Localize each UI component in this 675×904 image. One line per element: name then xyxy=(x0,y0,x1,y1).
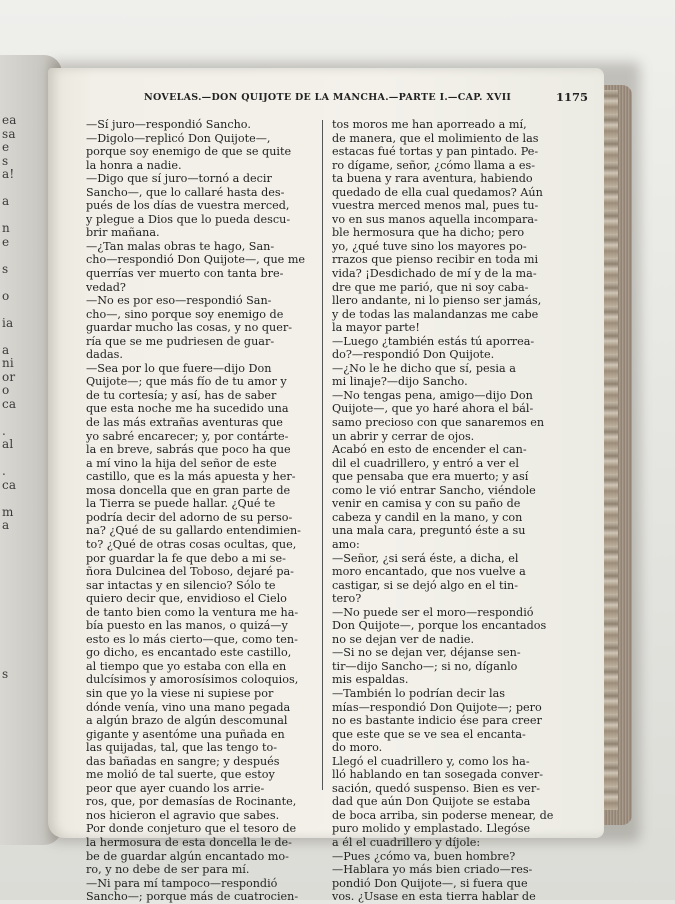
text-line: sar intactas y en silencio? Sólo te xyxy=(86,578,276,592)
text-line: una mala cara, preguntó éste a su xyxy=(332,524,526,538)
text-line: ros, que, por demasías de Rocinante, xyxy=(86,795,297,809)
text-line: que este que se ve sea el encanta- xyxy=(332,727,526,741)
text-line: de manera, que el molimiento de las xyxy=(332,131,539,145)
text-line: tir—dijo Sancho—; si no, díganlo xyxy=(332,659,518,673)
text-line: sin que yo la viese ni supiese por xyxy=(86,686,274,700)
text-line: —No es por eso—respondió San- xyxy=(86,294,272,308)
text-line: cho—respondió Don Quijote—, que me xyxy=(86,253,306,267)
text-line: moro encantado, que nos vuelve a xyxy=(332,565,526,579)
left-page-text-fragment: m xyxy=(2,504,14,519)
text-line: llero andante, ni lo pienso ser jamás, xyxy=(332,294,542,308)
text-line: estacas fué tortas y pan pintado. Pe- xyxy=(332,145,539,159)
text-line: dad que aún Don Quijote se estaba xyxy=(332,795,531,809)
left-page-text-fragment: a xyxy=(2,194,10,208)
text-line: de las más extrañas aventuras que xyxy=(86,416,283,430)
text-line: do moro. xyxy=(332,741,383,755)
text-line: amo: xyxy=(332,537,360,551)
text-line: dil el cuadrillero, y entró a ver el xyxy=(332,456,519,470)
text-line: a mí vino la hija del señor de este xyxy=(86,456,277,470)
text-line: Por donde conjeturo que el tesoro de xyxy=(86,822,297,836)
text-line: nos hicieron el agravio que sabes. xyxy=(86,808,280,822)
text-line: bía puesto en las manos, o quizá—y xyxy=(86,619,288,633)
text-line: Sancho—, que lo callaré hasta des- xyxy=(86,185,285,199)
text-line: y de todas las malandanzas me cabe xyxy=(332,307,539,321)
left-page-text-fragment: e xyxy=(2,234,10,249)
text-line: mías—respondió Don Quijote—; pero xyxy=(332,700,542,714)
left-page-text-fragment: s xyxy=(2,153,9,168)
text-line: Sancho—; porque más de cuatrocien- xyxy=(86,890,299,904)
text-line: dónde venía, vino una mano pegada xyxy=(86,700,291,714)
text-line: no se dejan ver de nadie. xyxy=(332,632,475,646)
text-line: castillo, que es la más apuesta y her- xyxy=(86,470,296,484)
text-line: que esta noche me ha sucedido una xyxy=(86,402,289,416)
text-line: —Sea por lo que fuere—dijo Don xyxy=(86,361,272,375)
text-line: y plegue a Dios que lo pueda descu- xyxy=(86,212,291,226)
left-page-text-fragment: n xyxy=(2,221,10,235)
left-page-text-fragment: al xyxy=(2,437,14,451)
text-line: esto es lo más cierto—que, como ten- xyxy=(86,632,298,646)
text-line: samo precioso con que sanaremos en xyxy=(332,416,545,430)
text-line: Quijote—; que más fío de tu amor y xyxy=(86,375,287,389)
text-line: al tiempo que yo estaba con ella en xyxy=(86,659,287,673)
text-line: —Luego ¿también estás tú aporrea- xyxy=(332,334,535,348)
text-line: pondió Don Quijote—, si fuera que xyxy=(332,876,528,890)
text-line: a algún brazo de algún descomunal xyxy=(86,714,288,728)
text-line: me molió de tal suerte, que estoy xyxy=(86,768,275,782)
text-line: ñora Dulcinea del Toboso, dejaré pa- xyxy=(86,565,294,579)
text-line: pués de los días de vuestra merced, xyxy=(86,199,290,213)
text-line: ro dígame, señor, ¿cómo llama a es- xyxy=(332,158,536,172)
text-line: do?—respondió Don Quijote. xyxy=(332,348,495,362)
text-line: por guardar la fe que debo a mi se- xyxy=(86,551,286,565)
text-line: rrazos que pienso recibir en toda mi xyxy=(332,253,539,267)
left-page-text-fragment: o xyxy=(2,383,10,397)
text-line: Acabó en esto de encender el can- xyxy=(332,443,527,457)
text-line: —Si no se dejan ver, déjanse sen- xyxy=(332,646,521,660)
left-page-text-fragment: ia xyxy=(2,315,14,330)
text-line: la en breve, sabrás que poco ha que xyxy=(86,443,291,457)
left-text-column xyxy=(86,118,320,904)
text-line: castigar, si se dejó algo en el tin- xyxy=(332,578,519,592)
text-line: vo en sus manos aquella incompara- xyxy=(332,212,538,226)
text-line: go dicho, es encantado este castillo, xyxy=(86,646,292,660)
text-line: no es bastante indicio ése para creer xyxy=(332,714,542,728)
text-line: quiero decir que, envidioso el Cielo xyxy=(86,592,287,606)
text-line: la honra a nadie. xyxy=(86,158,182,172)
text-line: de tu cortesía; y así, has de saber xyxy=(86,388,277,402)
left-page-text-fragment: s xyxy=(2,666,9,681)
text-line: lló hablando en tan sosegada conver- xyxy=(332,768,544,782)
text-line: dulcísimos y amorosísimos coloquios, xyxy=(86,673,299,687)
text-line: —Hablara yo más bien criado—res- xyxy=(332,863,533,877)
text-line: vedad? xyxy=(86,280,126,294)
text-line: un abrir y cerrar de ojos. xyxy=(332,429,475,443)
text-line: yo, ¿qué tuve sino los mayores po- xyxy=(332,239,527,253)
text-line: las quijadas, tal, que las tengo to- xyxy=(86,741,278,755)
left-page-text-fragment: or xyxy=(2,369,16,384)
text-line: brir mañana. xyxy=(86,226,160,240)
text-line: vuestra merced menos mal, pues tu- xyxy=(332,199,539,213)
text-line: ro, y no debe de ser para mí. xyxy=(86,863,250,877)
running-title: NOVELAS.—DON QUIJOTE DE LA MANCHA.—PARTE I.—CAP. XVII xyxy=(144,92,512,103)
text-line: cho—, sino porque soy enemigo de xyxy=(86,307,284,321)
text-line: to? ¿Qué de otras cosas ocultas, que, xyxy=(86,537,297,551)
text-line: porque soy enemigo de que se quite xyxy=(86,145,292,159)
left-page-text-fragment: s xyxy=(2,261,9,276)
text-line: —¿No le he dicho que sí, pesia a xyxy=(332,361,516,375)
text-line: de boca arriba, sin poderse menear, de xyxy=(332,808,554,822)
text-line: puro molido y emplastado. Llegóse xyxy=(332,822,531,836)
text-line: ría que se me pudriesen de guar- xyxy=(86,334,275,348)
text-line: guardar mucho las cosas, y no quer- xyxy=(86,321,292,335)
text-line: vida? ¡Desdichado de mí y de la ma- xyxy=(332,267,537,281)
left-page-text-fragment: ca xyxy=(2,477,17,492)
left-page-text-fragment: a xyxy=(2,342,10,357)
text-line: peor que ayer cuando los arrie- xyxy=(86,781,265,795)
text-line: —¿Tan malas obras te hago, San- xyxy=(86,239,275,253)
left-page-text-fragment: . xyxy=(2,423,7,438)
page-header xyxy=(98,92,588,106)
text-line: dre que me parió, que ni soy caba- xyxy=(332,280,529,294)
text-line: mi linaje?—dijo Sancho. xyxy=(332,375,468,389)
text-line: —Sí juro—respondió Sancho. xyxy=(86,118,251,131)
text-line: Don Quijote—, porque los encantados xyxy=(332,619,547,633)
page-number: 1175 xyxy=(555,90,588,104)
left-page-text-fragment: ea xyxy=(2,113,17,127)
text-line: gigante y asentóme una puñada en xyxy=(86,727,285,741)
left-page-text-fragment: a! xyxy=(2,167,15,181)
text-line: ta buena y rara aventura, habiendo xyxy=(332,172,533,186)
left-page-text-fragment: ca xyxy=(2,396,17,411)
text-line: ble hermosura que ha dicho; pero xyxy=(332,226,525,240)
text-line: mosa doncella que en gran parte de xyxy=(86,483,291,497)
text-line: —Ni para mí tampoco—respondió xyxy=(86,876,278,890)
text-line: das bañadas en sangre; y después xyxy=(86,754,280,768)
left-page-text-fragment: . xyxy=(2,464,7,478)
text-line: —Digo que sí juro—tornó a decir xyxy=(86,172,272,186)
text-line: Quijote—, que yo haré ahora el bál- xyxy=(332,402,534,416)
column-divider xyxy=(322,120,323,790)
text-line: —No puede ser el moro—respondió xyxy=(332,605,534,619)
left-page-text-fragment: a xyxy=(2,518,10,532)
right-text-column xyxy=(332,118,566,904)
text-line: a él el cuadrillero y díjole: xyxy=(332,835,481,849)
text-line: cabeza y candil en la mano, y con xyxy=(332,510,523,524)
text-line: yo sabré encarecer; y, por contárte- xyxy=(86,429,289,443)
left-page-text-fragment: ni xyxy=(2,356,14,370)
text-line: vos. ¿Usase en esta tierra hablar de xyxy=(332,890,536,904)
left-page-text-fragment: o xyxy=(2,288,10,303)
text-line: —Señor, ¿si será éste, a dicha, el xyxy=(332,551,519,565)
left-page-text-fragment: sa xyxy=(2,126,16,141)
text-line: como le vió entrar Sancho, viéndole xyxy=(332,483,536,497)
text-line: dadas. xyxy=(86,348,123,362)
text-line: de tanto bien como la ventura me ha- xyxy=(86,605,299,619)
text-line: que pensaba que era muerto; y así xyxy=(332,470,529,484)
text-line: la mayor parte! xyxy=(332,321,420,335)
text-line: querrías ver muerto con tanta bre- xyxy=(86,267,284,281)
text-line: mis espaldas. xyxy=(332,673,409,687)
text-line: podría decir del adorno de su perso- xyxy=(86,510,293,524)
text-line: na? ¿Qué de su gallardo entendimien- xyxy=(86,524,301,538)
left-page-text-fragment: e xyxy=(2,140,10,154)
text-line: —También lo podrían decir las xyxy=(332,686,505,700)
text-line: Llegó el cuadrillero y, como los ha- xyxy=(332,754,530,768)
text-line: venir en camisa y con su paño de xyxy=(332,497,521,511)
text-line: sación, quedó suspenso. Bien es ver- xyxy=(332,781,540,795)
text-line: be de guardar algún encantado mo- xyxy=(86,849,289,863)
text-line: la hermosura de esta doncella le de- xyxy=(86,835,292,849)
text-line: —Digolo—replicó Don Quijote—, xyxy=(86,131,271,145)
text-line: la Tierra se puede hallar. ¿Qué te xyxy=(86,497,276,511)
text-line: tos moros me han aporreado a mí, xyxy=(332,118,527,131)
text-line: —No tengas pena, amigo—dijo Don xyxy=(332,388,533,402)
text-line: quedado de ella cual quedamos? Aún xyxy=(332,185,543,199)
text-line: tero? xyxy=(332,592,362,606)
text-line: —Pues ¿cómo va, buen hombre? xyxy=(332,849,516,863)
